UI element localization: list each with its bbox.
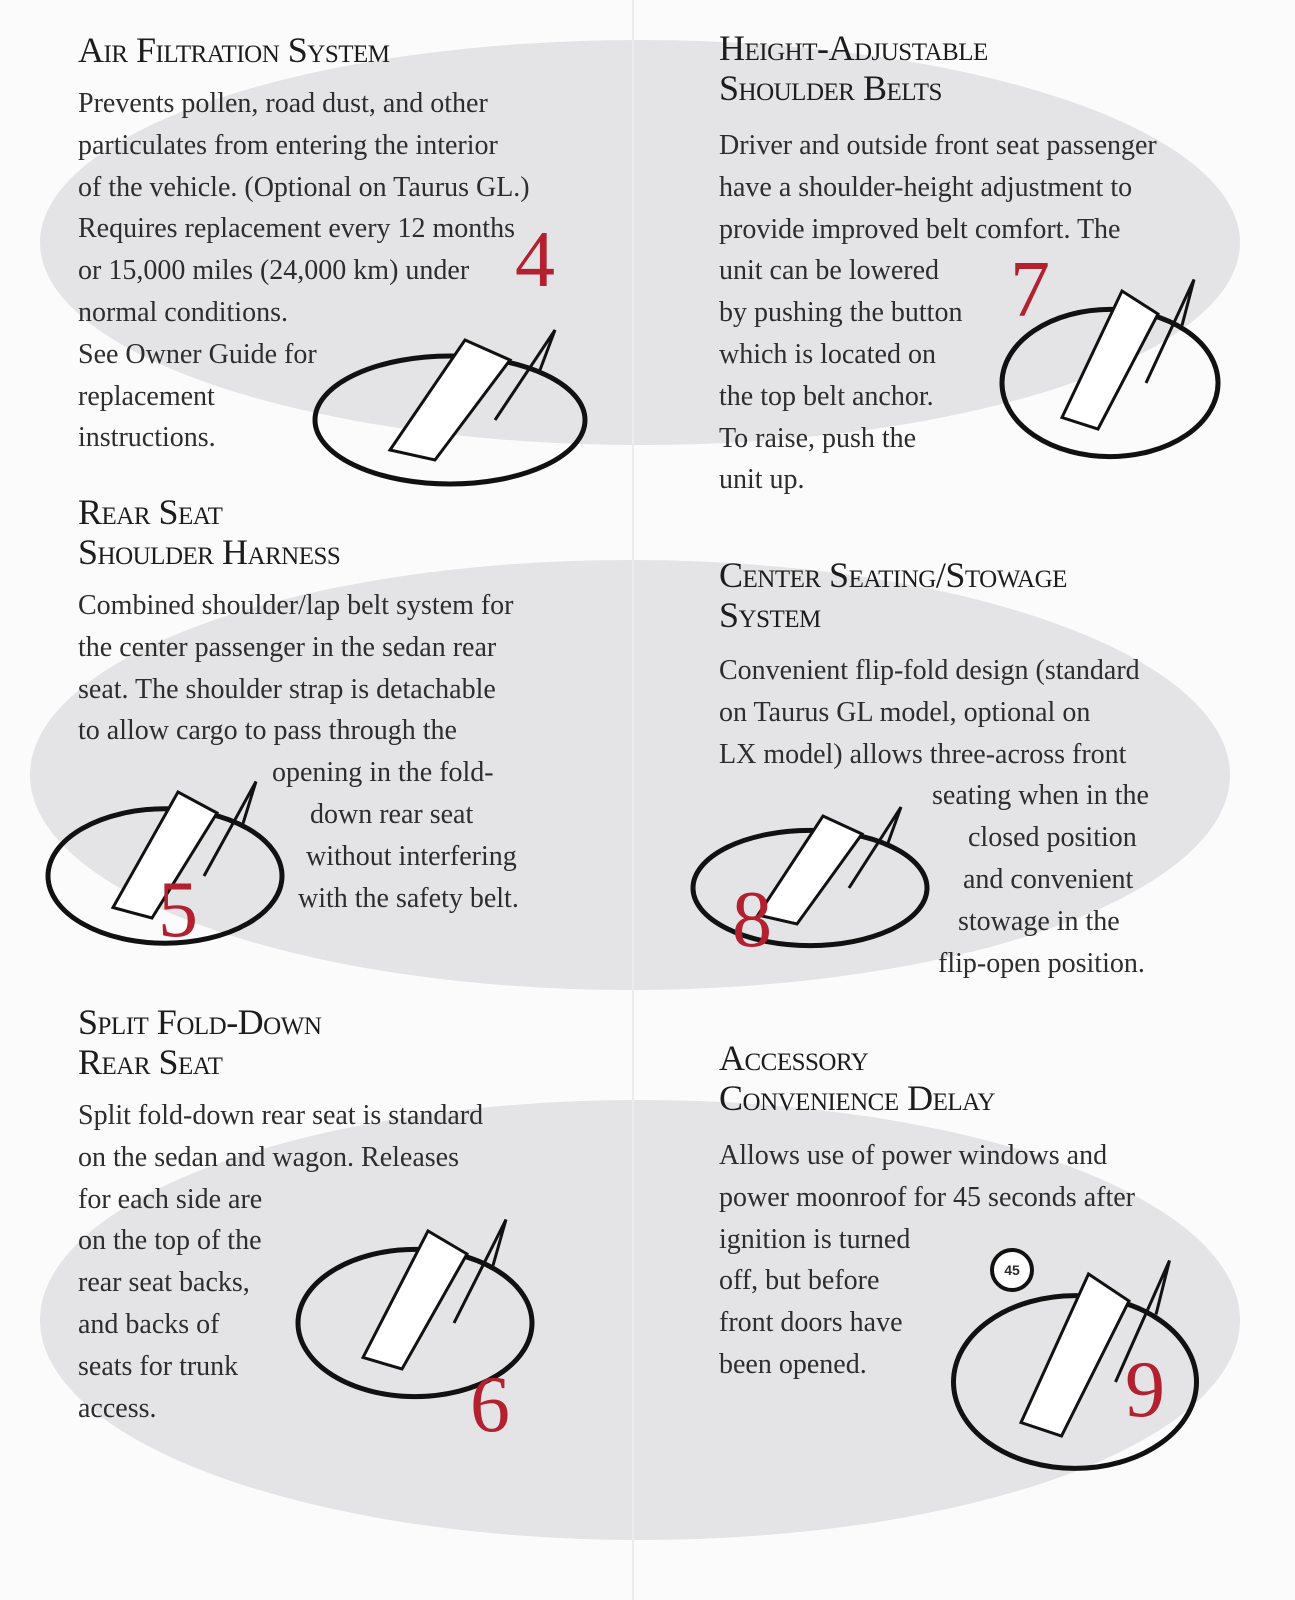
- feature-number: 8: [732, 876, 772, 964]
- body-text-line: closed position: [968, 822, 1137, 854]
- body-text-line: unit can be lowered: [719, 255, 940, 287]
- section-heading: Air Filtration System: [78, 30, 390, 70]
- body-text-line: particulates from entering the interior: [78, 129, 498, 161]
- body-text-line: and backs of: [78, 1309, 220, 1340]
- section-heading: Height-Adjustable: [719, 28, 988, 68]
- section-heading: Convenience Delay: [719, 1078, 995, 1118]
- body-text-line: been opened.: [719, 1349, 867, 1380]
- body-text-line: on Taurus GL model, optional on: [719, 696, 1091, 728]
- body-text-line: opening in the fold-: [272, 757, 494, 789]
- section-heading: Shoulder Harness: [78, 532, 341, 572]
- body-text-line: seating when in the: [932, 780, 1149, 812]
- feature-number: 9: [1125, 1346, 1165, 1434]
- body-text-line: access.: [78, 1392, 157, 1424]
- body-text-line: front doors have: [719, 1307, 903, 1339]
- body-text-line: seat. The shoulder strap is detachable: [78, 673, 496, 705]
- body-text-line: without interfering: [306, 840, 517, 872]
- body-text-line: to allow cargo to pass through the: [78, 715, 457, 747]
- body-text-line: or 15,000 miles (24,000 km) under: [78, 255, 470, 287]
- body-text-line: off, but before: [719, 1265, 880, 1297]
- body-text-line: LX model) allows three-across front: [719, 738, 1127, 770]
- section-heading: Rear Seat: [78, 492, 223, 532]
- section-heading: Rear Seat: [78, 1042, 223, 1082]
- body-text-line: Requires replacement every 12 months: [78, 213, 515, 245]
- body-text-line: provide improved belt comfort. The: [719, 213, 1121, 245]
- body-text-line: Prevents pollen, road dust, and other: [78, 88, 488, 119]
- body-text-line: down rear seat: [310, 799, 474, 830]
- section-heading: Shoulder Belts: [719, 68, 942, 108]
- body-text-line: instructions.: [78, 422, 216, 454]
- section-heading: Accessory: [719, 1038, 869, 1078]
- section-heading: Center Seating/Stowage: [719, 555, 1067, 595]
- body-text-line: replacement: [78, 380, 215, 412]
- timer-car-illustration: [940, 1220, 1210, 1490]
- section-heading: Split Fold-Down: [78, 1002, 322, 1042]
- body-text-line: and convenient: [963, 864, 1134, 895]
- body-text-line: Convenient flip-fold design (standard: [719, 655, 1140, 686]
- page-fold: [632, 0, 634, 1600]
- feature-number: 4: [515, 216, 555, 304]
- body-text-line: by pushing the button: [719, 297, 963, 329]
- body-text-line: have a shoulder-height adjustment to: [719, 171, 1133, 203]
- body-text-line: unit up.: [719, 464, 805, 496]
- body-text-line: of the vehicle. (Optional on Taurus GL.): [78, 171, 530, 203]
- body-text-line: which is located on: [719, 339, 936, 370]
- feature-number: 6: [470, 1361, 510, 1449]
- body-text-line: Split fold-down rear seat is standard: [78, 1100, 484, 1131]
- body-text-line: To raise, push the: [719, 422, 917, 454]
- body-text-line: the top belt anchor.: [719, 380, 934, 412]
- body-text-line: flip-open position.: [938, 947, 1145, 979]
- feature-number: 7: [1010, 246, 1050, 334]
- body-text-line: power moonroof for 45 seconds after: [719, 1181, 1135, 1213]
- body-text-line: See Owner Guide for: [78, 338, 317, 370]
- air-filter-illustration: [300, 300, 600, 500]
- body-text-line: Combined shoulder/lap belt system for: [78, 590, 514, 621]
- body-text-line: stowage in the: [958, 905, 1120, 937]
- feature-number: 5: [158, 866, 198, 954]
- center-seat-illustration: [680, 780, 940, 964]
- body-text-line: rear seat backs,: [78, 1267, 250, 1299]
- body-text-line: seats for trunk: [78, 1350, 239, 1382]
- timer-label: 45: [990, 1248, 1034, 1292]
- body-text-line: with the safety belt.: [298, 882, 519, 914]
- body-text-line: Driver and outside front seat passenger: [719, 130, 1157, 161]
- body-text-line: the center passenger in the sedan rear: [78, 631, 497, 663]
- body-text-line: for each side are: [78, 1183, 263, 1215]
- body-text-line: on the top of the: [78, 1225, 262, 1257]
- body-text-line: on the sedan and wagon. Releases: [78, 1141, 459, 1173]
- body-text-line: normal conditions.: [78, 297, 288, 328]
- body-text-line: Allows use of power windows and: [719, 1140, 1108, 1171]
- section-heading: System: [719, 595, 821, 635]
- body-text-line: ignition is turned: [719, 1223, 911, 1255]
